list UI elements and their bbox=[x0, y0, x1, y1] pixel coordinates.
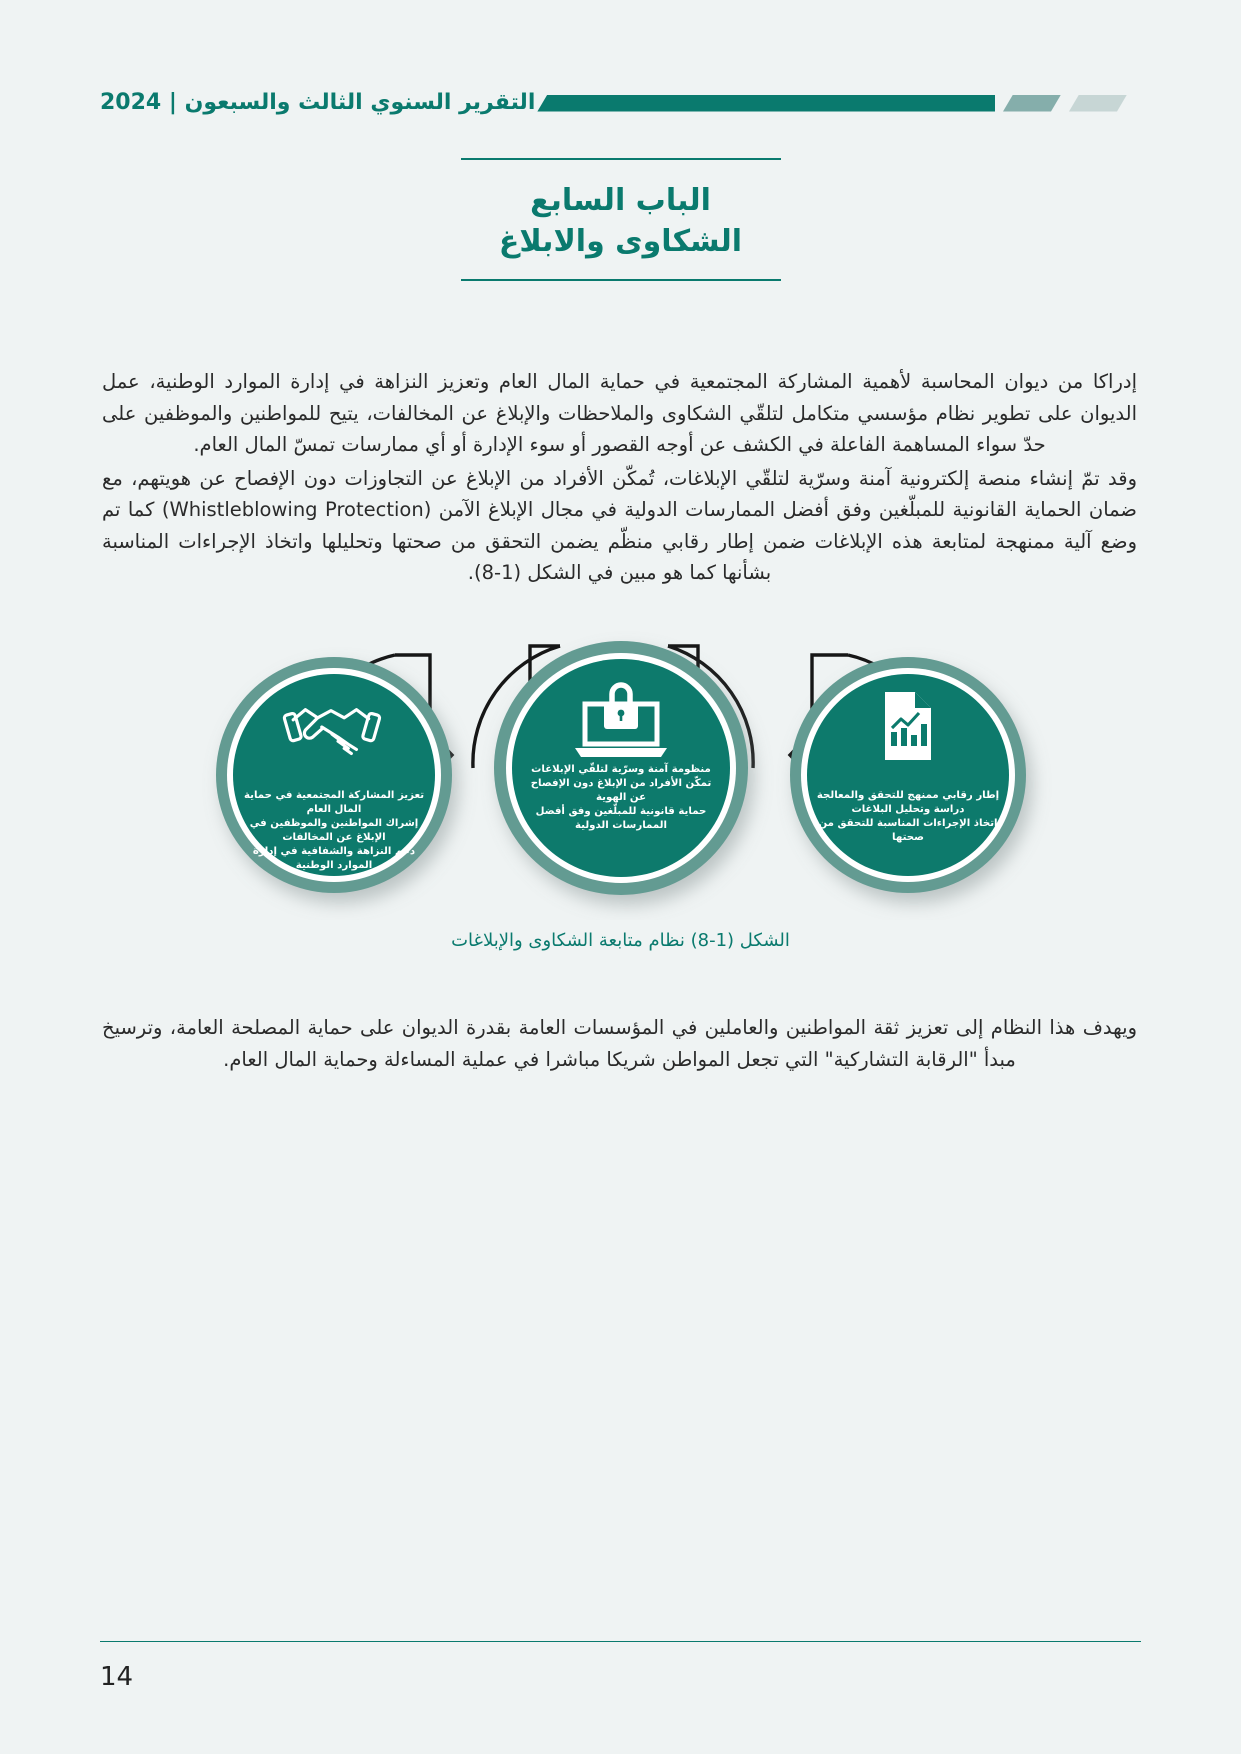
node-framework-line-0: إطار رقابي ممنهج للتحقق والمعالجة bbox=[816, 790, 1000, 801]
body-paragraph-2-part1: وقد تمّ إنشاء منصة إلكترونية آمنة وسرّية لتلقّي الإبلاغات، تُمكّن الأفراد من الإبلاغ عن التجاوزات دون الإفصاح عن هويتهم، مع ضمان الحماية القانونية للمبلّغين وفق أفضل الممارسات الدولية في مجال الإبلاغ الآمن ( bbox=[102, 466, 1137, 522]
closing-paragraph: ويهدف هذا النظام إلى تعزيز ثقة المواطنين والعاملين في المؤسسات العامة بقدرة الديوان على حماية المصلحة العامة، وترسيخ مبدأ "الرقابة التشاركية" التي تجعل المواطن شريكا مباشرا في عملية المساءلة وحماية المال العام. bbox=[102, 1016, 1137, 1071]
page-header bbox=[100, 86, 1141, 120]
title-rule-bottom bbox=[461, 279, 781, 281]
body-paragraph-2-part2: ) كما تم وضع آلية ممنهجة لمتابعة هذه الإبلاغات ضمن إطار رقابي منظّم يضمن التحقق من صحتها وتحليلها واتخاذ الإجراءات المناسبة بشأنها كما هو مبين في الشكل (1-8). bbox=[102, 498, 1137, 585]
body-paragraph-1: إدراكا من ديوان المحاسبة لأهمية المشاركة المجتمعية في حماية المال العام وتعزيز النزاهة في إدارة الموارد الوطنية، عمل الديوان على تطوير نظام مؤسسي متكامل لتلقّي الشكاوى والملاحظات والإبلاغ عن المخالفات، يتيح للمواطنين والموظفين على حدّ سواء المساهمة الفاعلة في الكشف عن أوجه القصور أو سوء الإدارة أو أي ممارسات تمسّ المال العام. bbox=[102, 370, 1137, 457]
node-platform-line-0: منظومة آمنة وسرّية لتلقّي الإبلاغات bbox=[531, 764, 711, 775]
header-bar-accent bbox=[537, 95, 995, 112]
header-bar-medium bbox=[1003, 95, 1061, 112]
node-participation-line-2: إشراك المواطنين والموظفين في bbox=[249, 818, 419, 829]
page-number: 14 bbox=[100, 1662, 134, 1692]
footer-divider bbox=[100, 1641, 1141, 1643]
node-participation-line-4: دعم النزاهة والشفافية في إدارة bbox=[252, 846, 416, 857]
closing-text-block bbox=[102, 1012, 1137, 1075]
node-platform-line-2: عن الهوية bbox=[595, 792, 647, 803]
body-text-block bbox=[102, 366, 1137, 589]
node-participation-line-3: الإبلاغ عن المخالفات bbox=[282, 832, 386, 843]
header-decorative-bars bbox=[537, 95, 1127, 112]
node-participation-line-0: تعزيز المشاركة المجتمعية في حماية bbox=[243, 790, 425, 801]
chapter-title-line2: الشكاوى والابلاغ bbox=[498, 224, 743, 260]
node-framework-line-3: صحتها bbox=[892, 832, 924, 843]
node-platform-line-1: تمكّن الأفراد من الإبلاغ دون الإفصاح bbox=[530, 778, 712, 789]
complaints-system-diagram bbox=[90, 620, 1150, 920]
node-participation-line-1: المال العام bbox=[306, 804, 362, 815]
document-chart-icon bbox=[885, 692, 931, 760]
node-platform-line-4: الممارسات الدولية bbox=[575, 820, 667, 831]
page-title bbox=[0, 160, 1241, 279]
node-framework-line-1: دراسة وتحليل البلاغات bbox=[851, 804, 965, 815]
header-bar-light bbox=[1069, 95, 1127, 112]
chapter-title-block bbox=[0, 158, 1241, 281]
node-participation bbox=[216, 657, 452, 893]
report-header-title: التقرير السنوي الثالث والسبعون | 2024 bbox=[100, 90, 536, 115]
body-paragraph-2 bbox=[102, 463, 1137, 589]
figure-caption: الشكل (1-8) نظام متابعة الشكاوى والإبلاغات bbox=[451, 930, 790, 951]
chapter-title-line1: الباب السابع bbox=[530, 183, 711, 218]
whistleblowing-term: Whistleblowing Protection bbox=[169, 498, 424, 522]
node-framework-line-2: اتخاذ الإجراءات المناسبة للتحقق من bbox=[818, 818, 998, 829]
node-participation-line-5: الموارد الوطنية bbox=[295, 860, 373, 871]
node-platform-line-3: حماية قانونية للمبلّغين وفق أفضل bbox=[535, 806, 707, 817]
